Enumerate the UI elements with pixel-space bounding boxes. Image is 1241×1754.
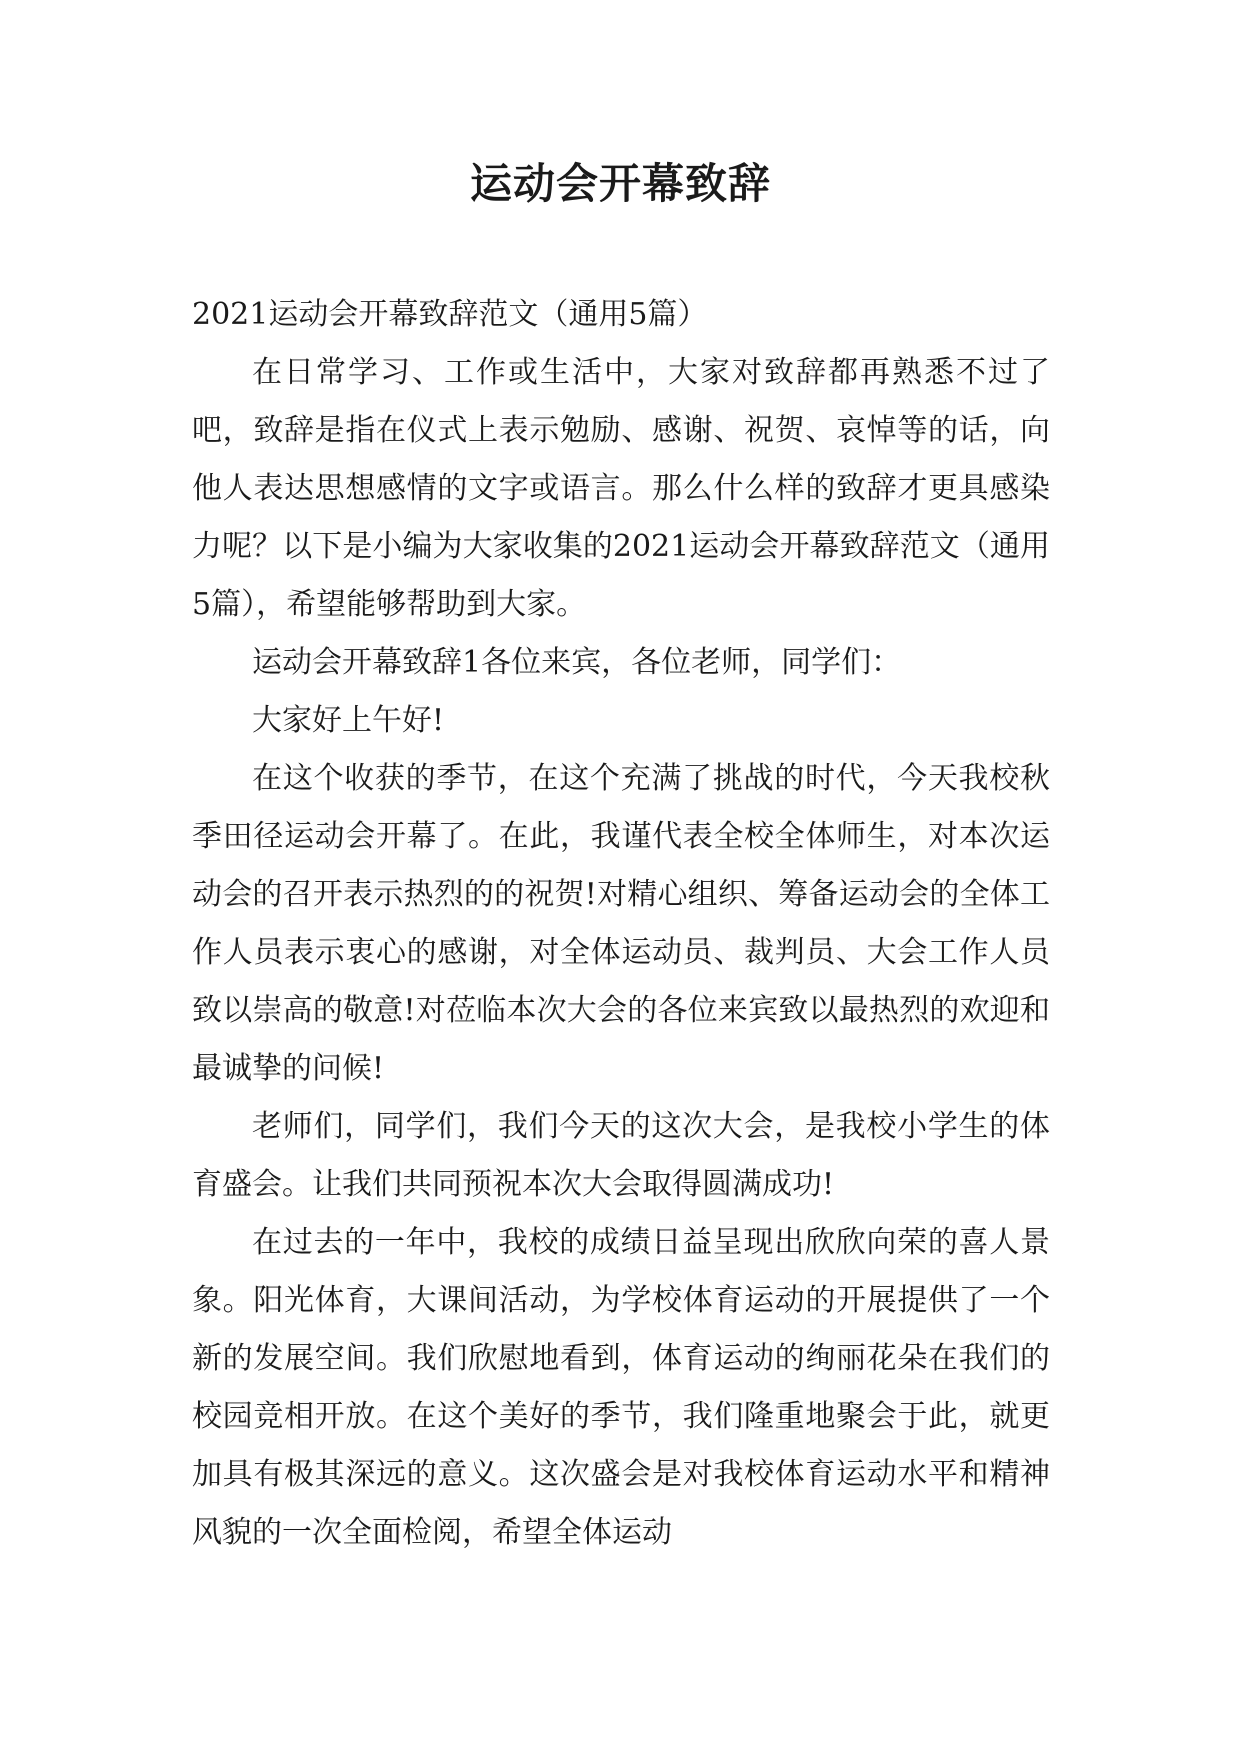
document-title: 运动会开幕致辞 <box>469 159 771 208</box>
paragraph: 老师们，同学们，我们今天的这次大会，是我校小学生的体育盛会。让我们共同预祝本次大会取得圆满成功! <box>192 1109 1050 1202</box>
document-body <box>192 286 1050 1562</box>
paragraph: 大家好上午好! <box>252 703 445 738</box>
document-subtitle: 2021运动会开幕致辞范文（通用5篇） <box>192 297 708 332</box>
paragraph: 在日常学习、工作或生活中，大家对致辞都再熟悉不过了吧，致辞是指在仪式上表示勉励、感谢、祝贺、哀悼等的话，向他人表达思想感情的文字或语言。那么什么样的致辞才更具感染力呢？以下是小编为大家收集的2021运动会开幕致辞范文（通用5篇），希望能够帮助到大家。 <box>192 355 1050 622</box>
paragraph: 在这个收获的季节，在这个充满了挑战的时代，今天我校秋季田径运动会开幕了。在此，我谨代表全校全体师生，对本次运动会的召开表示热烈的的祝贺!对精心组织、筹备运动会的全体工作人员表示衷心的感谢，对全体运动员、裁判员、大会工作人员致以崇高的敬意!对莅临本次大会的各位来宾致以最热烈的欢迎和最诚挚的问候! <box>192 761 1050 1086</box>
paragraph: 运动会开幕致辞1各位来宾，各位老师，同学们： <box>252 645 902 680</box>
paragraph: 在过去的一年中，我校的成绩日益呈现出欣欣向荣的喜人景象。阳光体育，大课间活动，为学校体育运动的开展提供了一个新的发展空间。我们欣慰地看到，体育运动的绚丽花朵在我们的校园竞相开放。在这个美好的季节，我们隆重地聚会于此，就更加具有极其深远的意义。这次盛会是对我校体育运动水平和精神风貌的一次全面检阅，希望全体运动 <box>192 1225 1050 1550</box>
